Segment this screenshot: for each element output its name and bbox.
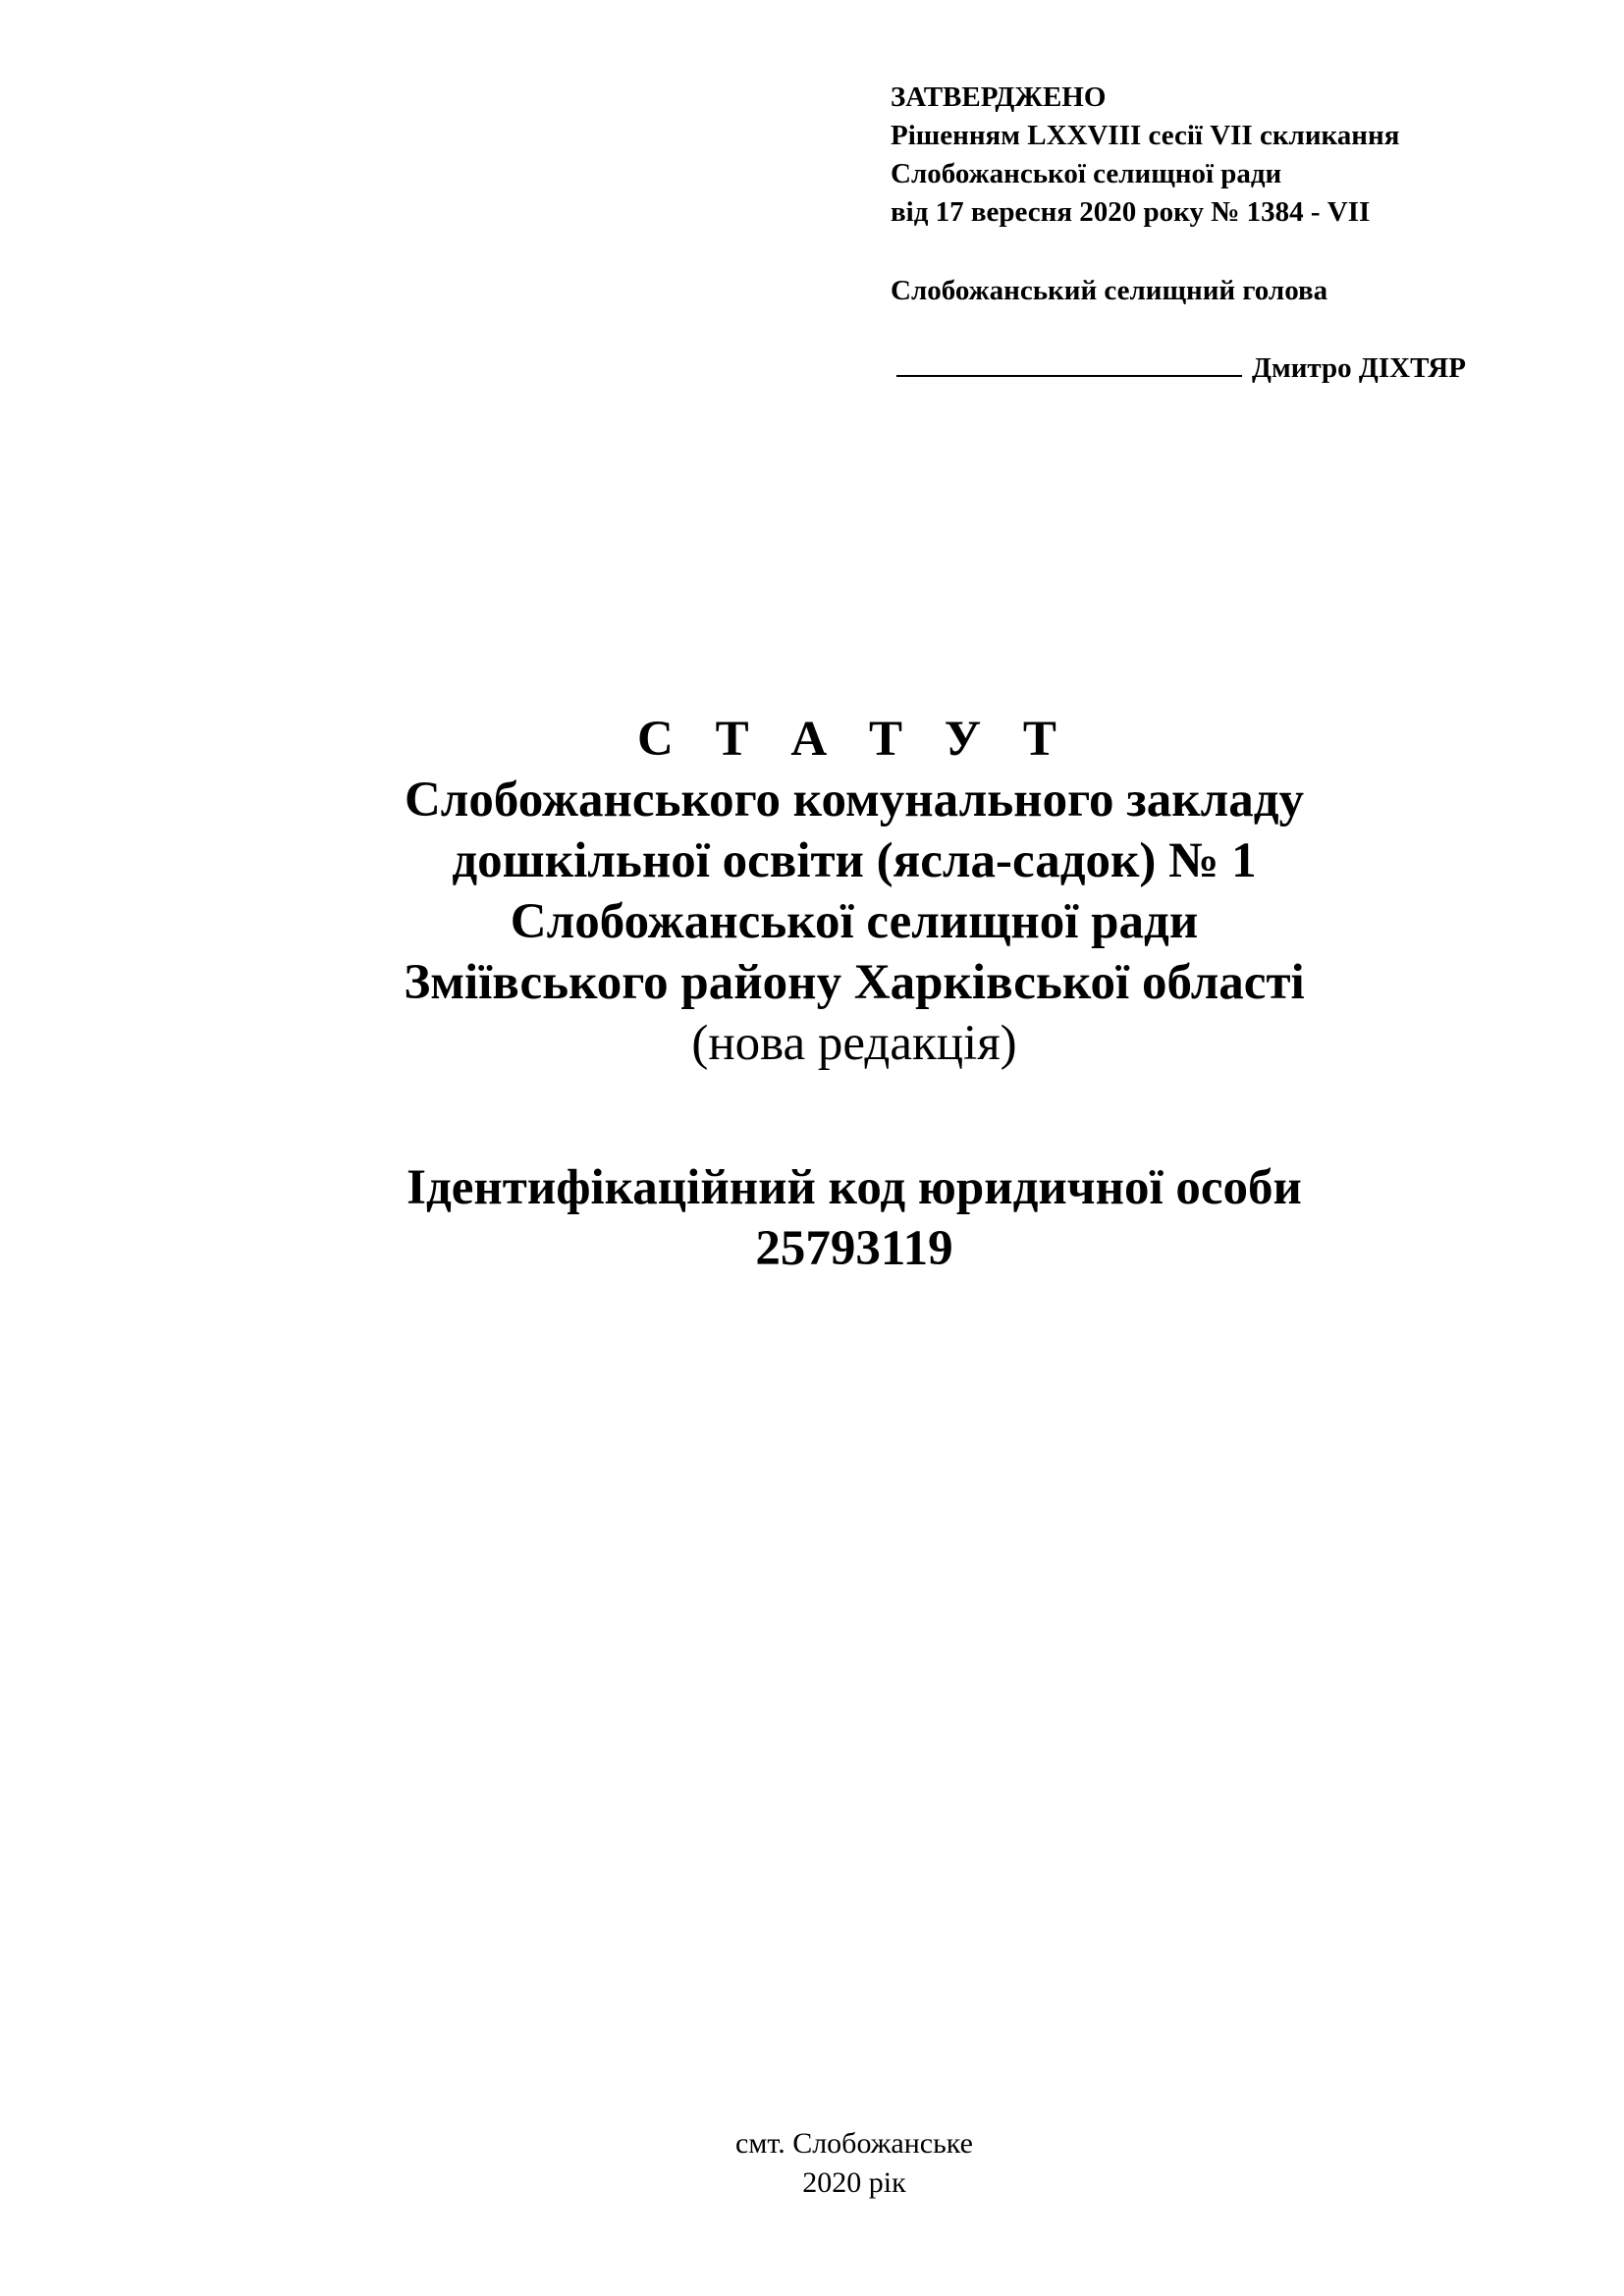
approval-date-line: від 17 вересня 2020 року № 1384 - VII bbox=[891, 196, 1371, 228]
institution-name-line-4: Зміївського району Харківської області bbox=[404, 955, 1305, 1010]
footer bbox=[0, 2124, 1624, 2203]
institution-name-line-3: Слобожанської селищної ради bbox=[510, 894, 1199, 949]
signer-name: Дмитро ДІХТЯР bbox=[1252, 352, 1466, 384]
identification-block bbox=[0, 1157, 1624, 1279]
edition-note: (нова редакція) bbox=[691, 1016, 1017, 1071]
signature-blank bbox=[896, 346, 1242, 377]
approval-decision-line: Рішенням LXXVIII сесії VII скликання bbox=[891, 120, 1400, 151]
institution-name-line-1: Слобожанського комунального закладу bbox=[404, 773, 1305, 828]
footer-year: 2020 рік bbox=[802, 2166, 906, 2199]
footer-place: смт. Слобожанське bbox=[735, 2127, 973, 2160]
approval-block bbox=[891, 79, 1597, 310]
identification-code: 25793119 bbox=[755, 1221, 953, 1276]
document-type-title: С Т А Т У Т bbox=[637, 712, 1071, 767]
approval-head-title: Слобожанський селищний голова bbox=[891, 275, 1328, 306]
approval-council-line: Слобожанської селищної ради bbox=[891, 158, 1282, 189]
document-title-block bbox=[0, 709, 1624, 1074]
approval-heading: ЗАТВЕРДЖЕНО bbox=[891, 81, 1107, 113]
identification-label: Ідентифікаційний код юридичної особи bbox=[406, 1160, 1302, 1215]
institution-name-line-2: дошкільної освіти (ясла-садок) № 1 bbox=[452, 833, 1257, 888]
signature-line bbox=[896, 346, 1466, 388]
